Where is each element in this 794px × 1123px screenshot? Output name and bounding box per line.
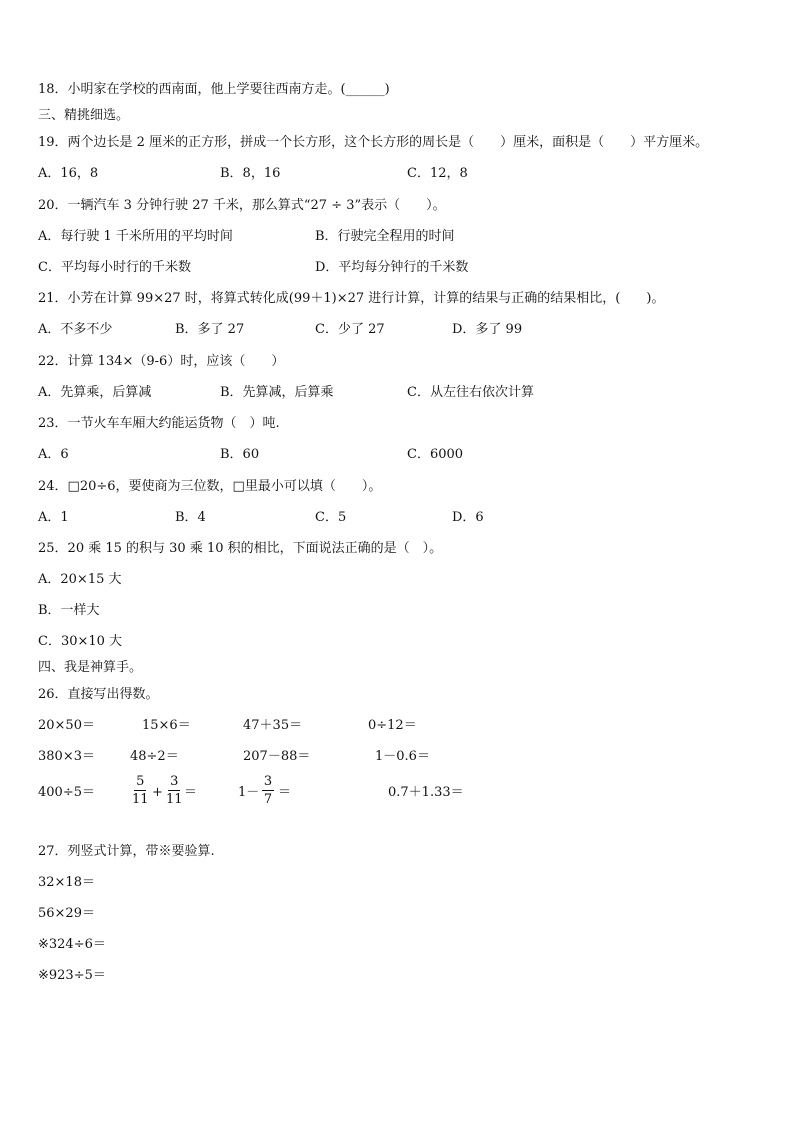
fraction-bar bbox=[262, 790, 274, 791]
q26-r3-item-1: 400÷5＝ bbox=[38, 785, 95, 800]
q23-option-b: B．60 bbox=[220, 447, 260, 462]
one-minus: 1－ bbox=[238, 785, 260, 800]
q27-item-1: 32×18＝ bbox=[38, 875, 95, 890]
plus-sign: + bbox=[152, 785, 163, 800]
fraction-denominator: 11 bbox=[166, 792, 183, 807]
fraction-bar bbox=[134, 790, 146, 791]
section-heading-4: 四、我是神算手。 bbox=[38, 660, 143, 675]
question-19: 19．两个边长是 2 厘米的正方形，拼成一个长方形，这个长方形的周长是（ ）厘米，面积是（ ）平方厘米。 bbox=[38, 135, 709, 150]
q26-r2-item-2: 48÷2＝ bbox=[130, 749, 179, 764]
q22-option-c: C．从左往右依次计算 bbox=[407, 385, 534, 400]
q21-option-d: D．多了 99 bbox=[452, 322, 523, 337]
q21-option-c: C．少了 27 bbox=[315, 322, 385, 337]
q19-option-b: B．8，16 bbox=[220, 166, 281, 181]
fraction-numerator: 3 bbox=[263, 774, 273, 789]
q21-option-a: A．不多不少 bbox=[38, 322, 113, 337]
q22-option-a: A．先算乘，后算减 bbox=[38, 385, 152, 400]
question-18: 18．小明家在学校的西南面，他上学要往西南方走。(______) bbox=[38, 82, 390, 97]
q27-item-4: ※923÷5＝ bbox=[38, 968, 106, 983]
fraction-5-11 bbox=[132, 774, 149, 807]
question-25: 25．20 乘 15 的积与 30 乘 10 积的相比，下面说法正确的是（ ）。 bbox=[38, 541, 443, 556]
fraction-numerator: 5 bbox=[136, 774, 145, 789]
q24-option-a: A．1 bbox=[38, 510, 69, 525]
q21-option-b: B．多了 27 bbox=[175, 322, 245, 337]
q26-r1-item-2: 15×6＝ bbox=[142, 718, 191, 733]
q24-option-c: C．5 bbox=[315, 510, 347, 525]
fraction-bar bbox=[168, 790, 180, 791]
fraction-3-7 bbox=[262, 774, 274, 807]
section-heading-3: 三、精挑细选。 bbox=[38, 108, 130, 123]
question-21: 21．小芳在计算 99×27 时，将算式转化成(99＋1)×27 进行计算，计算的结果与正确的结果相比，( )。 bbox=[38, 291, 665, 306]
fraction-denominator: 11 bbox=[132, 792, 149, 807]
q23-option-c: C．6000 bbox=[407, 447, 464, 462]
question-27: 27．列竖式计算，带※要验算. bbox=[38, 844, 215, 859]
q24-option-d: D．6 bbox=[452, 510, 484, 525]
q26-r2-item-3: 207－88＝ bbox=[243, 749, 311, 764]
equals-sign: ＝ bbox=[184, 785, 198, 800]
q20-option-a: A．每行驶 1 千米所用的平均时间 bbox=[38, 229, 233, 244]
q26-r1-item-4: 0÷12＝ bbox=[368, 718, 417, 733]
fraction-numerator: 3 bbox=[170, 774, 179, 789]
fraction-denominator: 7 bbox=[263, 792, 273, 807]
q26-r1-item-1: 20×50＝ bbox=[38, 718, 95, 733]
question-20: 20．一辆汽车 3 分钟行驶 27 千米，那么算式“27 ÷ 3”表示（ ）。 bbox=[38, 198, 446, 213]
question-24: 24．□20÷6，要使商为三位数，□里最小可以填（ ）。 bbox=[38, 479, 382, 494]
q27-item-2: 56×29＝ bbox=[38, 906, 95, 921]
q25-option-b: B．一样大 bbox=[38, 603, 100, 618]
q26-r2-item-1: 380×3＝ bbox=[38, 749, 95, 764]
q26-r2-item-4: 1－0.6＝ bbox=[375, 749, 430, 764]
q23-option-a: A．6 bbox=[38, 447, 69, 462]
q20-option-d: D．平均每分钟行的千米数 bbox=[315, 260, 469, 275]
q22-option-b: B．先算减，后算乘 bbox=[220, 385, 334, 400]
q20-option-c: C．平均每小时行的千米数 bbox=[38, 260, 191, 275]
q20-option-b: B．行驶完全程用的时间 bbox=[315, 229, 455, 244]
question-23: 23．一节火车车厢大约能运货物（ ）吨. bbox=[38, 416, 280, 431]
q25-option-c: C．30×10 大 bbox=[38, 634, 123, 649]
q26-r1-item-3: 47＋35＝ bbox=[243, 718, 303, 733]
question-26: 26．直接写出得数。 bbox=[38, 687, 159, 702]
q25-option-a: A．20×15 大 bbox=[38, 572, 122, 587]
q26-r3-item-4: 0.7＋1.33＝ bbox=[388, 785, 464, 800]
fraction-3-11 bbox=[166, 774, 183, 807]
q24-option-b: B．4 bbox=[175, 510, 206, 525]
q19-option-c: C．12，8 bbox=[407, 166, 468, 181]
q27-item-3: ※324÷6＝ bbox=[38, 937, 106, 952]
q19-option-a: A．16，8 bbox=[38, 166, 99, 181]
question-22: 22．计算 134×（9-6）时，应该（ ） bbox=[38, 354, 285, 369]
equals-sign: ＝ bbox=[278, 785, 292, 800]
